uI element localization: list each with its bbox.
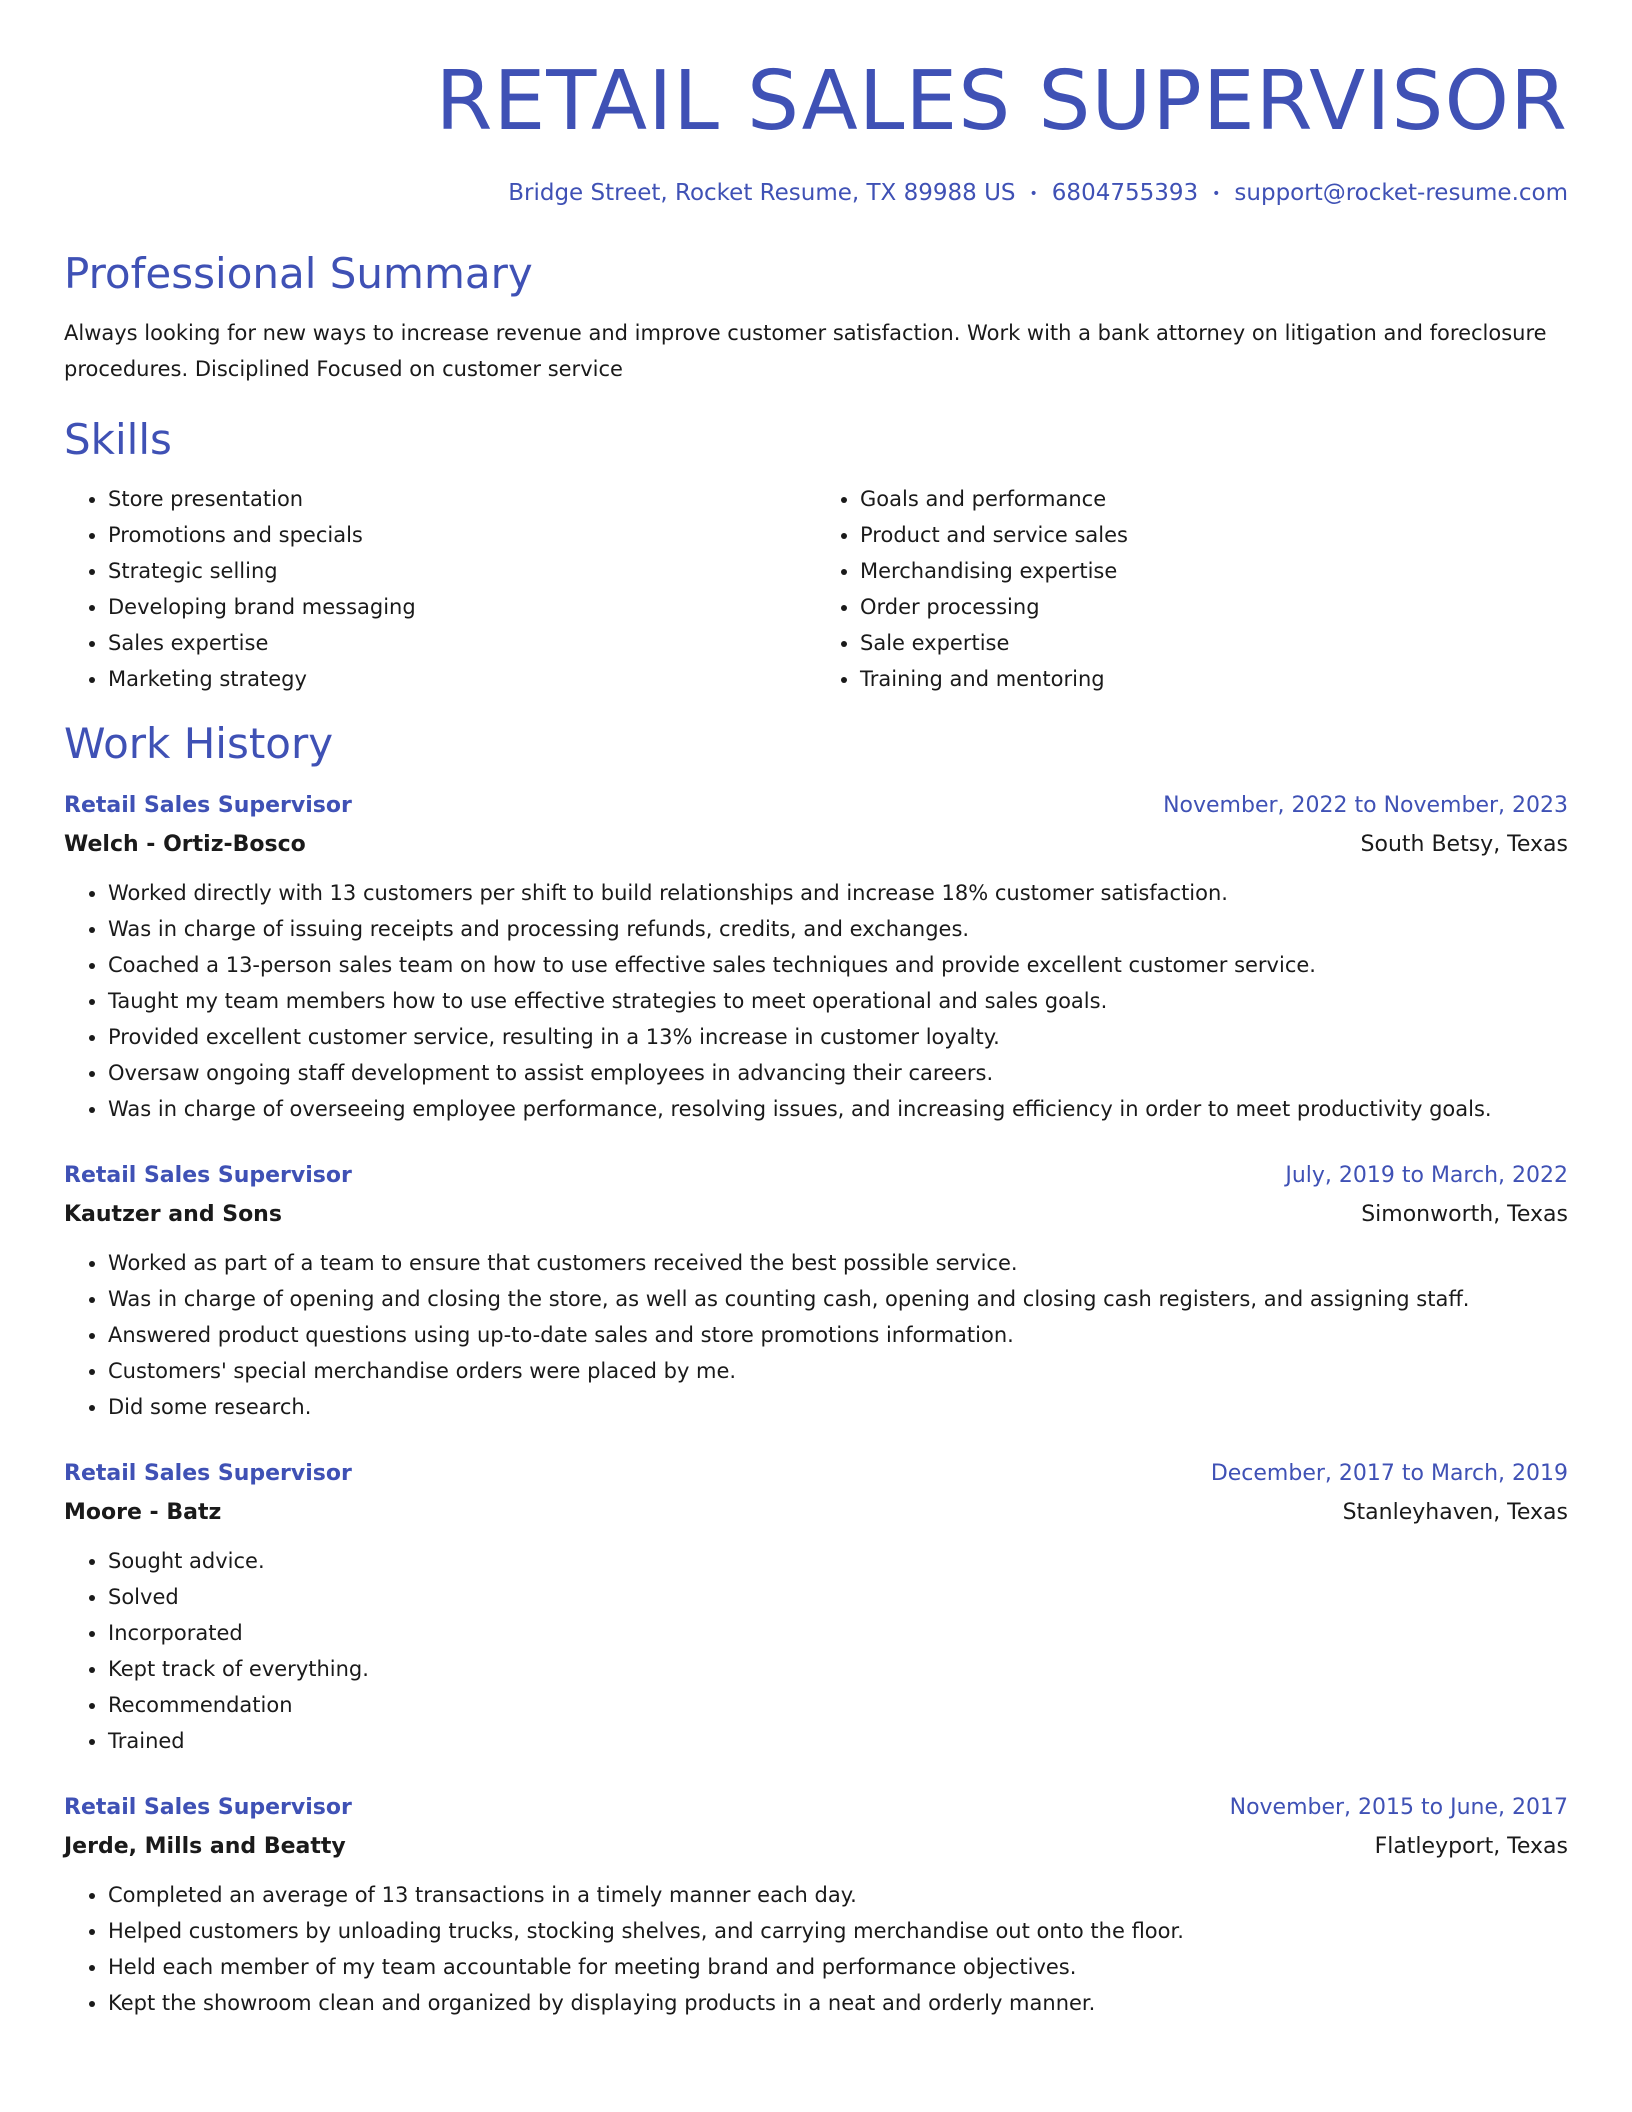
- work-history-heading: Work History: [64, 718, 334, 768]
- job-bullet: • Completed an average of 13 transactions in a timely manner each day.: [108, 1877, 1568, 1913]
- skill-item: • Strategic selling: [108, 553, 816, 589]
- job-bullets: [64, 1245, 1568, 1425]
- job-company: Moore - Batz: [64, 1499, 222, 1525]
- job-bullet: • Provided excellent customer service, resulting in a 13% increase in customer loyalty.: [108, 1019, 1568, 1055]
- contact-email: support@rocket-resume.com: [1234, 180, 1568, 206]
- job-company-row: [64, 1493, 1568, 1533]
- job-bullet: • Was in charge of overseeing employee performance, resolving issues, and increasing efficiency in order to meet productivity goals.: [108, 1091, 1568, 1127]
- job-title: Retail Sales Supervisor: [64, 792, 352, 818]
- skills-list-left: [64, 481, 816, 697]
- job-company-row: [64, 825, 1568, 865]
- job-location: South Betsy, Texas: [1360, 831, 1568, 857]
- job-bullet: • Was in charge of opening and closing the store, as well as counting cash, opening and closing cash registers, and assigning staff.: [108, 1281, 1568, 1317]
- summary-heading: Professional Summary: [64, 248, 533, 298]
- job-title-row: [64, 1455, 1568, 1493]
- job-bullet: • Helped customers by unloading trucks, stocking shelves, and carrying merchandise out onto the floor.: [108, 1913, 1568, 1949]
- job-dates: November, 2015 to June, 2017: [1229, 1794, 1568, 1820]
- job-bullet: • Answered product questions using up-to-date sales and store promotions information.: [108, 1317, 1568, 1353]
- job-bullet: • Trained: [108, 1723, 1568, 1759]
- job-bullet: • Coached a 13-person sales team on how to use effective sales techniques and provide excellent customer service.: [108, 947, 1568, 983]
- candidate-name: RETAIL SALES SUPERVISOR: [435, 54, 1568, 149]
- job-entry: [64, 1789, 1568, 2021]
- skills-heading: Skills: [64, 414, 172, 464]
- job-bullets: [64, 1877, 1568, 2021]
- skills-list-right: [816, 481, 1568, 697]
- job-bullet: • Kept track of everything.: [108, 1651, 1568, 1687]
- summary-text: Always looking for new ways to increase revenue and improve customer satisfaction. Work with a bank attorney on litigation and foreclosure procedures. Disciplined Focused on customer service: [64, 320, 1547, 381]
- job-location: Simonworth, Texas: [1361, 1201, 1568, 1227]
- contact-separator: •: [1212, 185, 1221, 202]
- skill-item: • Marketing strategy: [108, 661, 816, 697]
- skill-item: • Merchandising expertise: [860, 553, 1568, 589]
- contact-line: [64, 178, 1568, 209]
- job-dates: July, 2019 to March, 2022: [1285, 1162, 1568, 1188]
- job-location: Flatleyport, Texas: [1374, 1833, 1568, 1859]
- job-company-row: [64, 1195, 1568, 1235]
- skill-item: • Goals and performance: [860, 481, 1568, 517]
- job-location: Stanleyhaven, Texas: [1342, 1499, 1568, 1525]
- job-bullet: • Worked as part of a team to ensure that customers received the best possible service.: [108, 1245, 1568, 1281]
- job-company: Jerde, Mills and Beatty: [64, 1833, 346, 1859]
- job-entry: [64, 787, 1568, 1127]
- job-title: Retail Sales Supervisor: [64, 1162, 352, 1188]
- job-bullet: • Held each member of my team accountable for meeting brand and performance objectives.: [108, 1949, 1568, 1985]
- skill-item: • Sales expertise: [108, 625, 816, 661]
- job-entry: [64, 1157, 1568, 1425]
- resume-header: [64, 52, 1568, 209]
- job-company: Welch - Ortiz-Bosco: [64, 831, 306, 857]
- contact-phone: 6804755393: [1051, 180, 1199, 206]
- skill-item: • Developing brand messaging: [108, 589, 816, 625]
- contact-address: Bridge Street, Rocket Resume, TX 89988 US: [508, 180, 1016, 206]
- skill-item: • Store presentation: [108, 481, 816, 517]
- job-title: Retail Sales Supervisor: [64, 1794, 352, 1820]
- job-bullet: • Worked directly with 13 customers per shift to build relationships and increase 18% customer satisfaction.: [108, 875, 1568, 911]
- job-title: Retail Sales Supervisor: [64, 1460, 352, 1486]
- job-title-row: [64, 787, 1568, 825]
- skill-item: • Training and mentoring: [860, 661, 1568, 697]
- job-bullet: • Oversaw ongoing staff development to assist employees in advancing their careers.: [108, 1055, 1568, 1091]
- job-company-row: [64, 1827, 1568, 1867]
- job-bullet: • Sought advice.: [108, 1543, 1568, 1579]
- contact-separator: •: [1029, 185, 1038, 202]
- job-bullet: • Incorporated: [108, 1615, 1568, 1651]
- work-history-section: [64, 719, 1568, 2021]
- job-dates: December, 2017 to March, 2019: [1210, 1460, 1568, 1486]
- skill-item: • Order processing: [860, 589, 1568, 625]
- job-title-row: [64, 1789, 1568, 1827]
- job-bullets: [64, 875, 1568, 1127]
- job-bullet: • Taught my team members how to use effective strategies to meet operational and sales goals.: [108, 983, 1568, 1019]
- job-bullet: • Was in charge of issuing receipts and processing refunds, credits, and exchanges.: [108, 911, 1568, 947]
- summary-section: [64, 249, 1568, 387]
- skills-columns: [64, 481, 1568, 697]
- job-company: Kautzer and Sons: [64, 1201, 282, 1227]
- job-bullet: • Did some research.: [108, 1389, 1568, 1425]
- job-dates: November, 2022 to November, 2023: [1163, 792, 1568, 818]
- skill-item: • Promotions and specials: [108, 517, 816, 553]
- job-title-row: [64, 1157, 1568, 1195]
- job-entry: [64, 1455, 1568, 1759]
- job-bullets: [64, 1543, 1568, 1759]
- job-bullet: • Solved: [108, 1579, 1568, 1615]
- skill-item: • Sale expertise: [860, 625, 1568, 661]
- skill-item: • Product and service sales: [860, 517, 1568, 553]
- skills-section: [64, 415, 1568, 697]
- job-bullet: • Kept the showroom clean and organized by displaying products in a neat and orderly manner.: [108, 1985, 1568, 2021]
- job-bullet: • Recommendation: [108, 1687, 1568, 1723]
- job-bullet: • Customers' special merchandise orders were placed by me.: [108, 1353, 1568, 1389]
